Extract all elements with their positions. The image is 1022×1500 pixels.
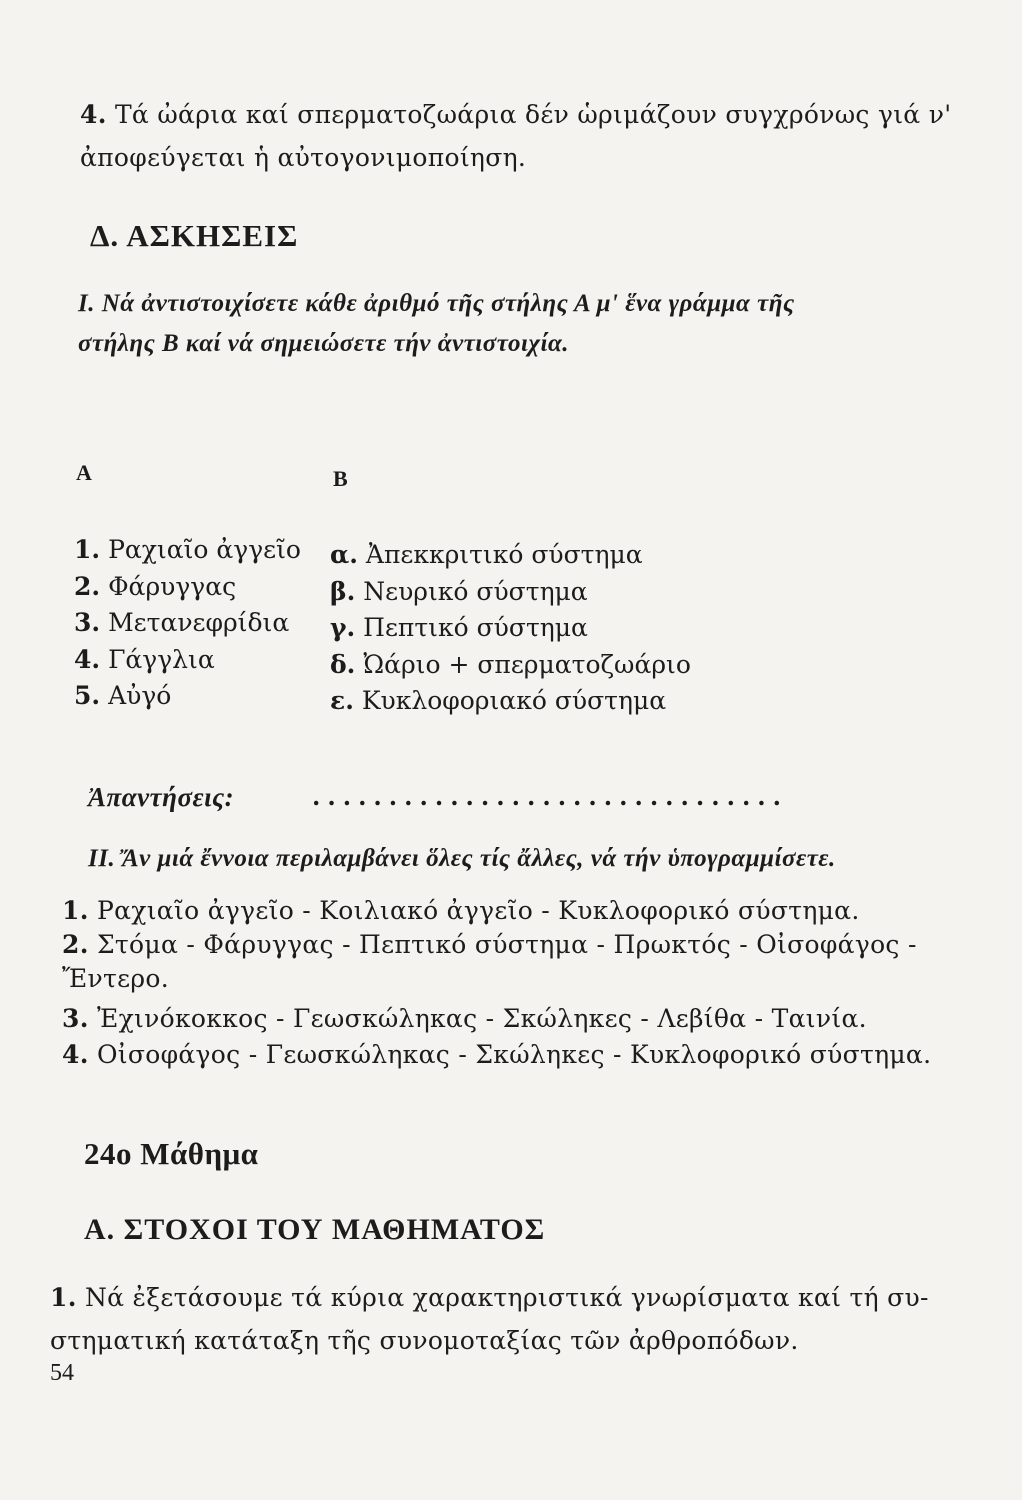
column-b-label: Β (333, 466, 348, 491)
list-item: β. Νευρικό σύστημα (330, 576, 588, 606)
section-heading-goals: Α. ΣΤΟΧΟΙ ΤΟΥ ΜΑΘΗΜΑΤΟΣ (84, 1213, 546, 1246)
intro-line-1-text: Τά ὠάρια καί σπερματοζωάρια δέν ὡριμάζουν συγχρόνως γιά ν' (114, 100, 952, 129)
exercise-1-instruction-line-2: στήλης Β καί νά σημειώσετε τήν ἀντιστοιχία. (78, 330, 570, 357)
answers-fill-line: ............................... (312, 782, 789, 811)
goal-1-line-2: στηματική κατάταξη τῆς συνομοταξίας τῶν ἀρθροπόδων. (50, 1326, 799, 1355)
column-a-list (74, 532, 301, 715)
list-item: 3. Μετανεφρίδια (74, 608, 290, 637)
list-item: 4. Γάγγλια (74, 644, 215, 674)
column-a-label: Α (76, 460, 92, 485)
list-item: 2. Φάρυγγας (74, 571, 237, 601)
page-number: 54 (50, 1360, 74, 1386)
list-item: 1. Ραχιαῖο ἀγγεῖο (74, 535, 301, 564)
exercise-2-item-continuation: Ἔντερο. (62, 964, 169, 993)
exercise-2-item: 1. Ραχιαῖο ἀγγεῖο - Κοιλιακό ἀγγεῖο - Κυκλοφορικό σύστημα. (62, 896, 860, 925)
list-item: α. Ἀπεκκριτικό σύστημα (330, 540, 643, 569)
answers-label: Ἀπαντήσεις: (88, 782, 235, 812)
exercise-2-item: 3. Ἐχινόκοκκος - Γεωσκώληκας - Σκώληκες - Λεβίθα - Ταινία. (62, 1004, 867, 1033)
exercise-2-instruction: ΙΙ. Ἄν μιά ἔννοια περιλαμβάνει ὅλες τίς ἄλλες, νά τήν ὑπογραμμίσετε. (88, 845, 836, 872)
list-item: γ. Πεπτικό σύστημα (330, 613, 588, 642)
section-heading-exercises: Δ. ΑΣΚΗΣΕΙΣ (90, 218, 299, 253)
exercise-1-instruction-line-1: Ι. Νά ἀντιστοιχίσετε κάθε ἀριθμό τῆς στήλης Α μ' ἕνα γράμμα τῆς (78, 290, 795, 317)
lesson-title: 24ο Μάθημα (84, 1136, 259, 1171)
intro-line-2: ἀποφεύγεται ἡ αὐτογονιμοποίηση. (80, 143, 527, 172)
exercise-2-item: 4. Οἰσοφάγος - Γεωσκώληκας - Σκώληκες - Κυκλοφορικό σύστημα. (62, 1040, 932, 1069)
exercise-2-item: 2. Στόμα - Φάρυγγας - Πεπτικό σύστημα - Πρωκτός - Οἰσοφάγος - (62, 930, 917, 959)
column-b-list (330, 537, 691, 720)
list-item: 5. Αὐγό (74, 681, 172, 710)
intro-item-number: 4. (80, 100, 107, 129)
intro-line-1 (80, 100, 951, 129)
goal-1-line-1: 1. Νά ἐξετάσουμε τά κύρια χαρακτηριστικά γνωρίσματα καί τή συ- (50, 1283, 929, 1312)
list-item: δ. Ὠάριο + σπερματοζωάριο (330, 649, 691, 679)
list-item: ε. Κυκλοφοριακό σύστημα (330, 686, 667, 715)
